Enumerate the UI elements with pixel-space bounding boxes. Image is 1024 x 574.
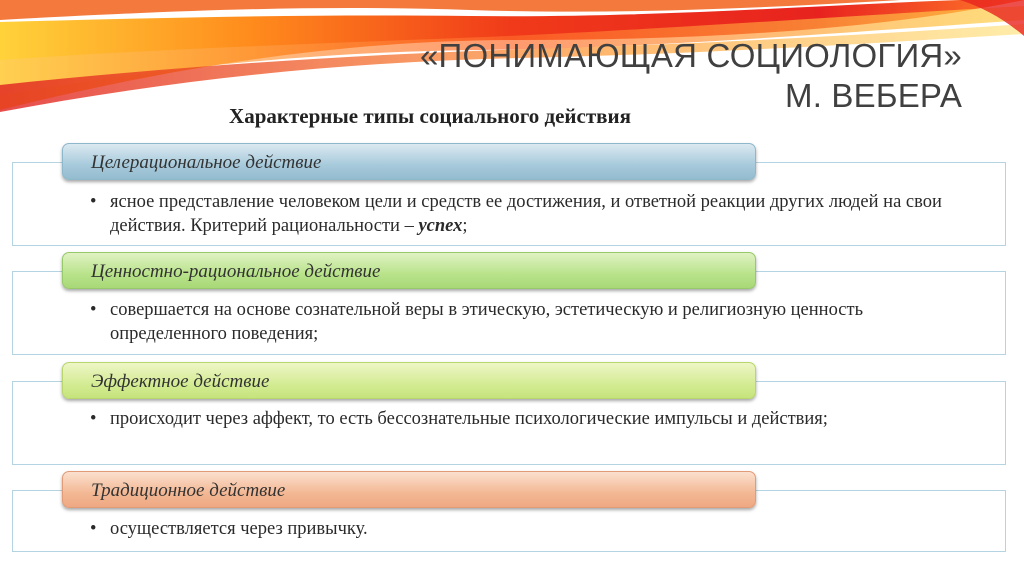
type-header-goal-rational: Целерациональное действие — [62, 143, 756, 180]
bullet-marker: • — [90, 300, 97, 320]
description-text: ясное представление человеком цели и средств ее достижения, и ответной реакции других людей на свои действия. Критерий рациональности – — [110, 192, 942, 236]
type-header-affective: Эффектное действие — [62, 362, 756, 399]
type-description-traditional — [90, 517, 970, 541]
emphasis-text: успех — [418, 216, 463, 236]
bullet-marker: • — [90, 519, 97, 539]
description-text: осуществляется через привычку. — [110, 519, 368, 539]
type-header-value-rational: Ценностно-рациональное действие — [62, 252, 756, 289]
type-description-goal-rational — [90, 190, 970, 238]
description-text: происходит через аффект, то есть бессознательные психологические импульсы и действия; — [110, 409, 828, 429]
bullet-marker: • — [90, 192, 97, 212]
title-line-1: «ПОНИМАЮЩАЯ СОЦИОЛОГИЯ» — [420, 37, 962, 74]
bullet-marker: • — [90, 409, 97, 429]
type-header-traditional: Традиционное действие — [62, 471, 756, 508]
type-description-value-rational — [90, 298, 970, 346]
description-end: ; — [462, 216, 468, 236]
title-line-2: М. ВЕБЕРА — [785, 77, 963, 114]
slide-subtitle: Характерные типы социального действия — [229, 104, 631, 128]
description-text: совершается на основе сознательной веры в этическую, эстетическую и религиозную ценность определенного поведения; — [110, 300, 864, 344]
type-description-affective — [90, 407, 970, 431]
